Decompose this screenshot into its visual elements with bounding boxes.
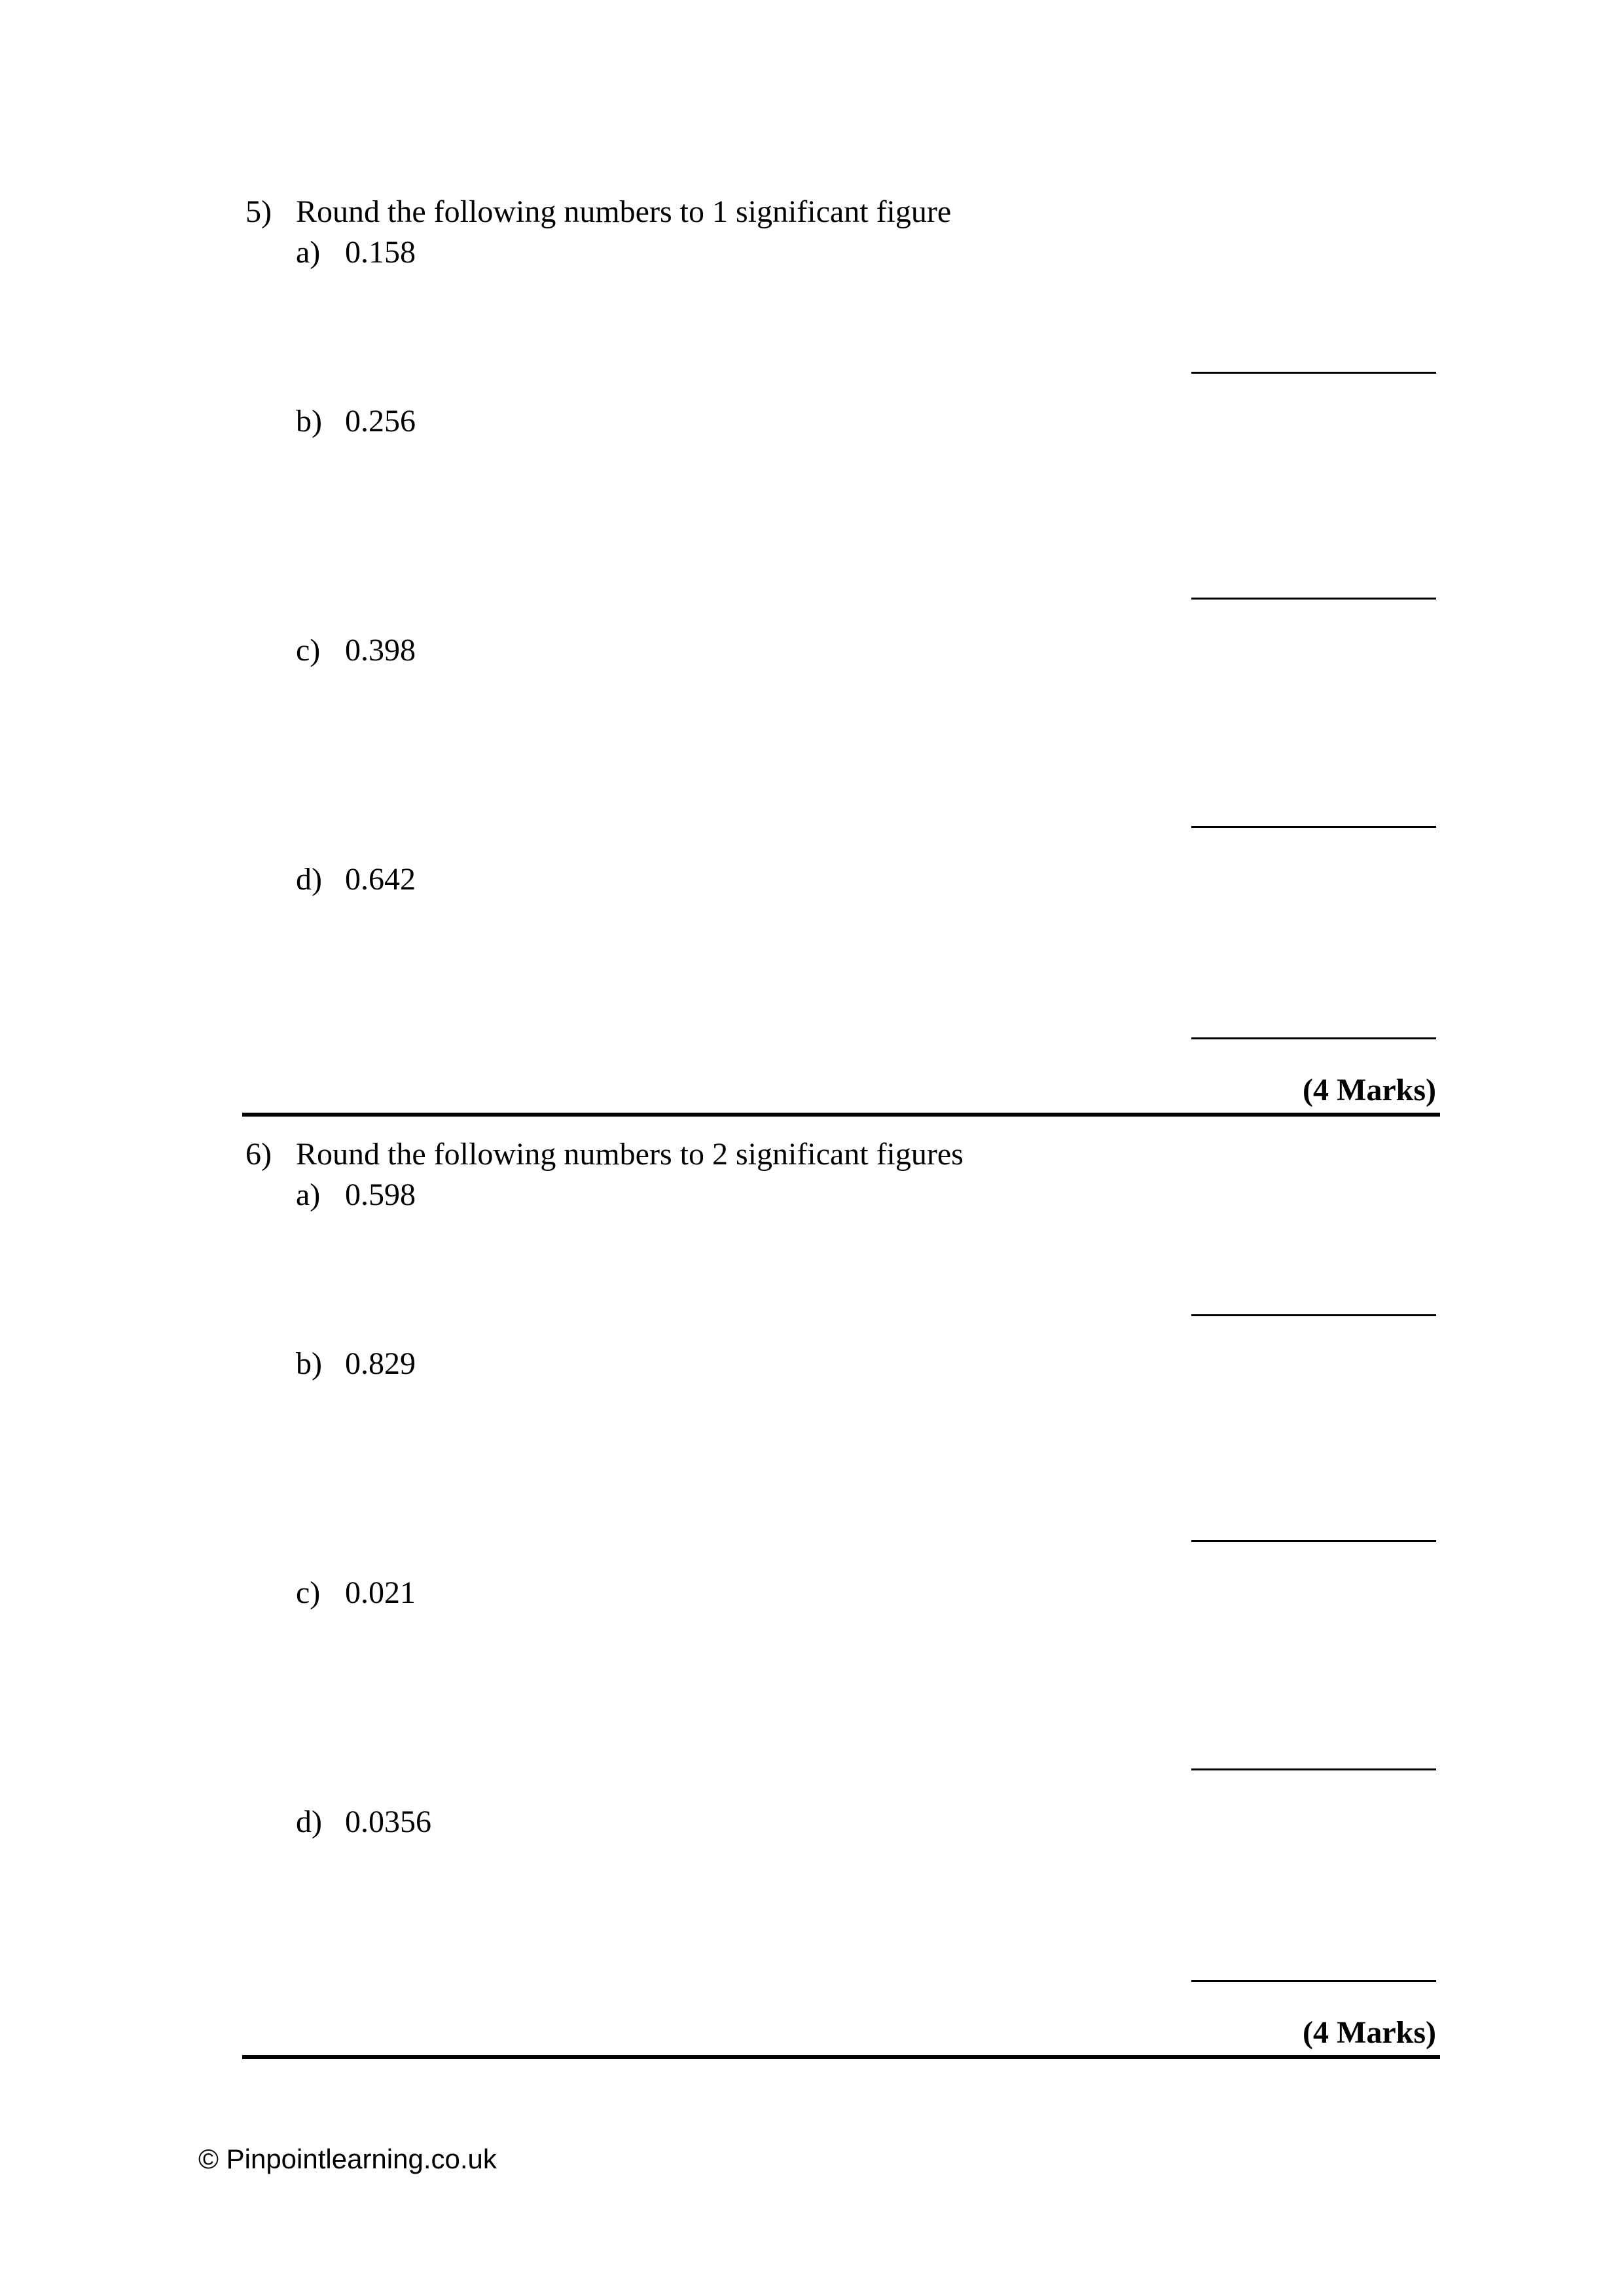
marks-label: (4 Marks) xyxy=(1303,2015,1436,2050)
question-number: 5) xyxy=(245,194,272,229)
answer-line[interactable] xyxy=(1191,1980,1436,1982)
answer-line[interactable] xyxy=(1191,372,1436,374)
answer-line[interactable] xyxy=(1191,598,1436,600)
answer-line[interactable] xyxy=(1191,1037,1436,1039)
part-value: 0.0356 xyxy=(345,1804,431,1839)
part-value: 0.598 xyxy=(345,1177,416,1212)
part-value: 0.829 xyxy=(345,1346,416,1381)
copyright-footer: © Pinpointlearning.co.uk xyxy=(198,2144,497,2174)
part-label: a) xyxy=(296,1177,321,1212)
answer-line[interactable] xyxy=(1191,1768,1436,1770)
question-text: Round the following numbers to 2 significant figures xyxy=(296,1137,964,1172)
part-value: 0.256 xyxy=(345,404,416,439)
part-value: 0.021 xyxy=(345,1575,416,1610)
marks-label: (4 Marks) xyxy=(1303,1073,1436,1107)
part-value: 0.642 xyxy=(345,862,416,897)
answer-line[interactable] xyxy=(1191,1314,1436,1316)
part-value: 0.398 xyxy=(345,633,416,668)
part-value: 0.158 xyxy=(345,235,416,270)
part-label: b) xyxy=(296,404,322,439)
part-label: d) xyxy=(296,1804,322,1839)
answer-line[interactable] xyxy=(1191,826,1436,828)
question-text: Round the following numbers to 1 significant figure xyxy=(296,194,952,229)
part-label: c) xyxy=(296,633,321,668)
part-label: c) xyxy=(296,1575,321,1610)
part-label: b) xyxy=(296,1346,322,1381)
section-divider xyxy=(242,2055,1440,2059)
part-label: d) xyxy=(296,862,322,897)
part-label: a) xyxy=(296,235,321,270)
question-number: 6) xyxy=(245,1137,272,1172)
section-divider xyxy=(242,1113,1440,1117)
answer-line[interactable] xyxy=(1191,1540,1436,1542)
